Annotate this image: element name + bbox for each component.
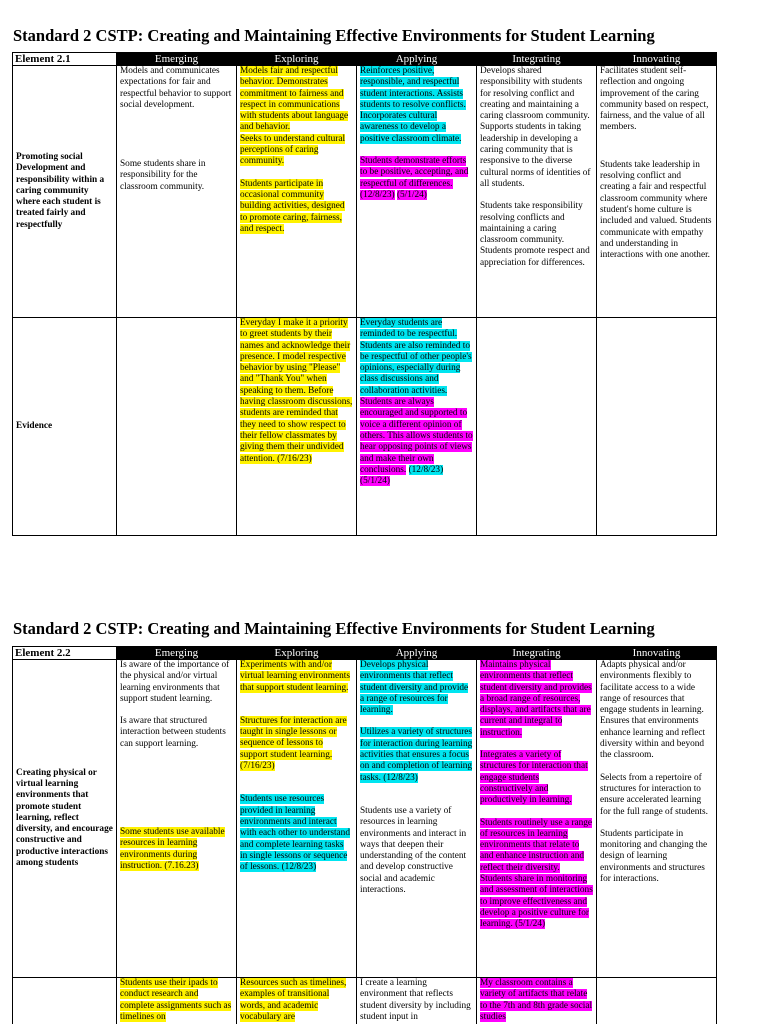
cell-integrating (477, 660, 597, 978)
main-row (13, 66, 717, 318)
cell-text: Models and communicates expectations for fair and respectful behavior to support social development. (120, 66, 232, 110)
evidence-applying (357, 978, 477, 1024)
evidence-innovating (597, 978, 717, 1024)
evidence-integrating (477, 978, 597, 1024)
highlight-text: Some students use available resources in learning environments during instruction. (7.16.23) (120, 827, 225, 871)
cell-text: Facilitates student self-reflection and ongoing improvement of the caring community based on respect, fairness, and the value of all members. (600, 66, 709, 133)
cell-text: Is aware of the importance of the physical and/or virtual learning environments that support student learning. (120, 660, 230, 704)
evidence-innovating (597, 318, 717, 536)
cell-text: Selects from a repertoire of structures for interaction to ensure accelerated learning for the full range of students. (600, 772, 708, 817)
header-row (13, 53, 717, 66)
element-label: Element 2.2 (13, 647, 117, 660)
cell-emerging (117, 66, 237, 318)
cell-innovating (597, 660, 717, 978)
col-exploring: Exploring (237, 647, 357, 660)
cell-text: Students take responsibility resolving conflicts and maintaining a caring classroom community. Students promote respect and appreciation for differences. (480, 201, 590, 268)
col-innovating: Innovating (597, 647, 717, 660)
evidence-text: (5/1/24) (360, 476, 390, 487)
cell-text: Develops shared responsibility with students for resolving conflict and creating and maintaining a caring classroom community. Supports students in taking leadership in developing a caring community that is responsive to the diverse cultural norms of identities of all students. (480, 66, 591, 189)
evidence-row (13, 318, 717, 536)
highlight-text: Maintains physical environments that reflect student diversity and provides a broad range of resources, displays, and artifacts that are current and integral to instruction. (480, 660, 592, 738)
evidence-exploring (237, 978, 357, 1024)
element-2-2-table (12, 646, 717, 1024)
highlight-text: (5/1/24) (396, 189, 427, 200)
highlight-text: Reinforces positive, responsible, and respectful student interactions. Assists students to resolve conflicts. (360, 66, 466, 110)
evidence-text: Resources such as timelines, examples of transitional words, and academic vocabulary are (240, 978, 347, 1022)
header-row (13, 647, 717, 660)
evidence-row (13, 978, 717, 1024)
row-label: Promoting social Development and responsibility within a caring community where each student is treated fairly and respectfully (13, 66, 117, 318)
col-exploring: Exploring (237, 53, 357, 66)
cell-text: Is aware that structured interaction between students can support learning. (120, 716, 226, 749)
highlight-text: Incorporates cultural awareness to develop a positive classroom climate. (360, 111, 462, 144)
cell-text: Some students share in responsibility for the classroom community. (120, 159, 206, 192)
evidence-exploring (237, 318, 357, 536)
evidence-text: Everyday I make it a priority to greet students by their names and acknowledge their presence. I model respective behavior by using "Please" and "Thank You" when speaking to them. Before having classroom discussions, students are reminded that they need to show respect to their fellow classmates by giving them their undivided attention. (7/16/23) (240, 318, 353, 464)
element-label: Element 2.1 (13, 53, 117, 66)
element-2-1-table (12, 52, 717, 536)
col-innovating: Innovating (597, 53, 717, 66)
col-emerging: Emerging (117, 647, 237, 660)
cell-innovating (597, 66, 717, 318)
evidence-applying (357, 318, 477, 536)
row-label: Creating physical or virtual learning environments that promote student learning, reflect diversity, and encourage constructive and productive interactions among students (13, 660, 117, 978)
highlight-text: Develops physical environments that reflect student diversity and provide a range of resources for learning. (360, 660, 469, 716)
highlight-text: Models fair and respectful behavior. Demonstrates commitment to fairness and respect in communications with students about language and behavior. (240, 66, 349, 133)
main-row (13, 660, 717, 978)
section-1-title: Standard 2 CSTP: Creating and Maintaining Effective Environments for Student Learning (13, 26, 655, 45)
cell-exploring (237, 660, 357, 978)
col-integrating: Integrating (477, 647, 597, 660)
cell-text: Students participate in monitoring and changing the design of learning environments and structures for interactions. (600, 828, 708, 885)
col-applying: Applying (357, 647, 477, 660)
cell-text: Adapts physical and/or environments flexibly to facilitate access to a wide range of resources that engage students in learning. Ensures that environments enhance learning and reflect diversity within and beyond the classroom. (600, 660, 706, 761)
col-integrating: Integrating (477, 53, 597, 66)
cell-integrating (477, 66, 597, 318)
col-applying: Applying (357, 53, 477, 66)
section-2-title: Standard 2 CSTP: Creating and Maintaining Effective Environments for Student Learning (13, 619, 655, 638)
evidence-text: Everyday students are reminded to be respectful. Students are also reminded to be respectful of other people's opinions, especially during class discussions and collaboration activities. (360, 318, 472, 396)
cell-applying (357, 660, 477, 978)
evidence-text: I create a learning environment that reflects student diversity by including student input in (360, 978, 471, 1022)
col-emerging: Emerging (117, 53, 237, 66)
evidence-emerging (117, 318, 237, 536)
highlight-text: Students use resources provided in learning environments and interact with each other to understand and complete learning tasks in single lessons or sequence of lessons. (12/8/23) (240, 794, 350, 873)
row-label-evidence: Evidence (13, 318, 117, 536)
evidence-emerging (117, 978, 237, 1024)
row-label-evidence (13, 978, 117, 1024)
evidence-text: (12/8/23) (408, 464, 444, 475)
highlight-text: Students demonstrate efforts to be positive, accepting, and respectful of differences. (12/8/23) (360, 156, 469, 200)
highlight-text: Students routinely use a range of resources in learning environments that relate to and enhance instruction and reflect their diversity. Students share in monitoring and assessment of interactions to improve effectiveness and develop a positive culture for learning. (5/1/24) (480, 817, 593, 930)
highlight-text: Structures for interaction are taught in single lessons or sequence of lessons to support student learning. (7/16/23) (240, 715, 347, 772)
evidence-text: My classroom contains a variety of artifacts that relate to the 7th and 8th grade social studies (480, 978, 593, 1022)
highlight-text: Utilizes a variety of structures for interaction during learning activities that ensures a focus on and completion of learning tasks. (12/8/23) (360, 727, 473, 783)
highlight-text: Students participate in occasional community building activities, designed to promote caring, fairness, and respect. (240, 178, 345, 234)
evidence-text: Students are always encouraged and supported to voice a different opinion of others. This allows students to hear opposing points of views and make their own conclusions. (360, 397, 473, 475)
cell-emerging (117, 660, 237, 978)
cell-text: Students take leadership in resolving conflict and creating a fair and respectful classroom community where student's home culture is included and valued. Students communicate with empathy and understanding in interactions with one another. (600, 159, 712, 261)
highlight-text: Experiments with and/or virtual learning environments that support student learning. (240, 660, 350, 693)
cell-exploring (237, 66, 357, 318)
evidence-integrating (477, 318, 597, 536)
cell-text: Students use a variety of resources in learning environments and interact in ways that deepen their understanding of the content and develop constructive social and academic interactions. (360, 805, 467, 896)
highlight-text: Integrates a variety of structures for interaction that engage students constructively and productively in learning. (480, 750, 588, 806)
evidence-text: Students use their ipads to conduct research and complete assignments such as timelines on (120, 978, 232, 1022)
cell-applying (357, 66, 477, 318)
highlight-text: Seeks to understand cultural perceptions of caring community. (240, 133, 346, 167)
